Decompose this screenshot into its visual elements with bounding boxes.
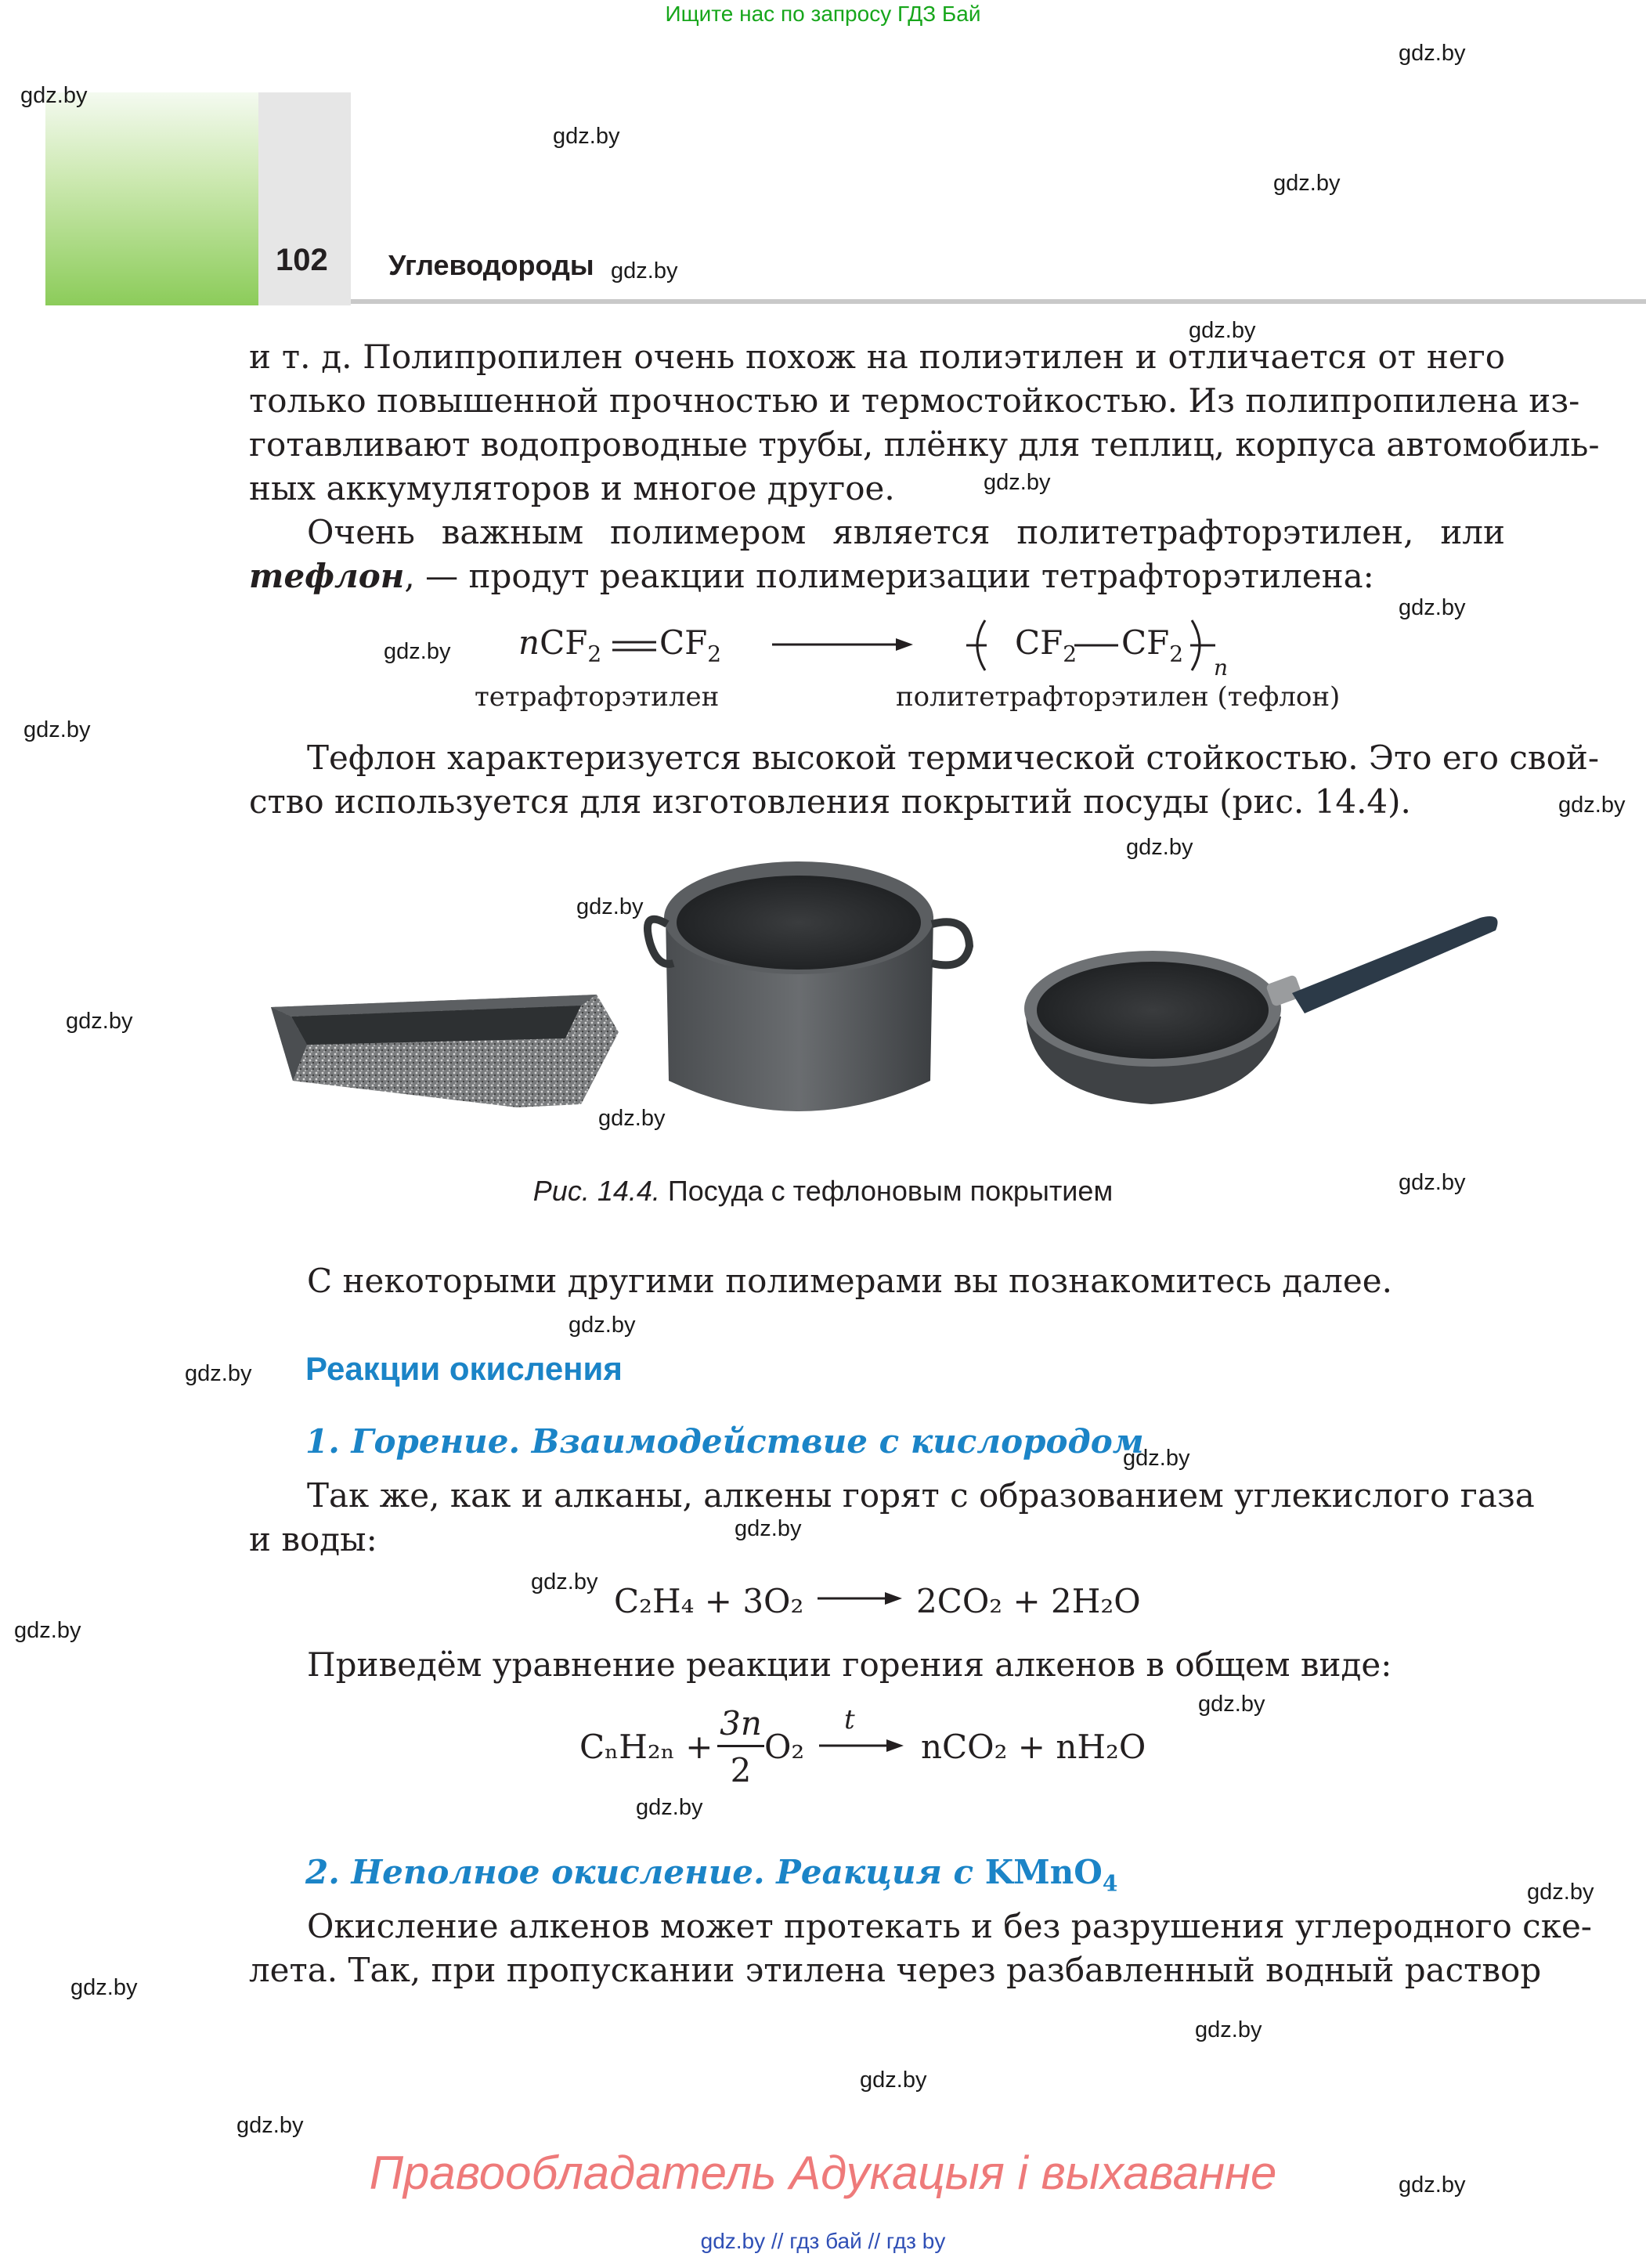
body-text-line: и т. д. Полипропилен очень похож на полиэтилен и отличается от него [249,338,1505,376]
equation-teflon-reactant-2: $CF_2$ [659,623,722,667]
polymer-bracket [963,616,1245,684]
body-text-line: лета. Так, при пропускании этилена через разбавленный водный раствор [249,1951,1542,1989]
watermark: gdz.by [1527,1880,1594,1905]
equation-fraction-denominator: 2 [730,1751,752,1789]
watermark: gdz.by [1273,171,1341,196]
header-green-tab [45,92,258,305]
polymer-unit-cf2-b: $CF_2$ [1121,623,1184,667]
watermark: gdz.by [611,258,678,284]
fraction-bar [717,1745,764,1747]
watermark: gdz.by [598,1106,666,1131]
body-text-line: Тефлон характеризуется высокой термической стойкостью. Это его свой- [307,739,1600,777]
equation-label-product: политетрафторэтилен (тефлон) [896,681,1341,713]
top-notice: Ищите нас по запросу ГДЗ Бай [665,2,981,26]
equation-label-reactant: тетрафторэтилен [475,681,720,713]
watermark: gdz.by [1198,1692,1265,1717]
watermark: gdz.by [1399,1170,1466,1195]
double-bond [611,636,658,656]
header-rule [351,299,1646,304]
watermark: gdz.by [1126,835,1193,860]
running-head: Углеводороды [388,249,594,281]
watermark: gdz.by [860,2068,927,2093]
watermark: gdz.by [569,1313,636,1338]
watermark: gdz.by [553,124,620,149]
watermark: gdz.by [384,639,451,664]
body-text-line: Так же, как и алканы, алкены горят с образованием углекислого газа [307,1476,1535,1515]
watermark: gdz.by [70,1975,138,2000]
watermark: gdz.by [23,717,91,742]
figure-caption [0,1175,1646,1208]
watermark: gdz.by [1195,2017,1262,2042]
watermark: gdz.by [20,83,88,108]
page-number: 102 [276,243,328,277]
body-text-line: и воды: [249,1520,377,1558]
watermark: gdz.by [1558,793,1626,818]
reaction-arrow-icon [818,1737,905,1754]
copyright-notice: Правообладатель Адукацыя і выхаванне [369,2147,1277,2199]
watermark: gdz.by [185,1361,252,1386]
pot [648,861,969,1111]
body-text-fragment: , — продут реакции полимеризации тетрафторэтилена: [404,557,1374,595]
body-text-line: Приведём уравнение реакции горения алкенов в общем виде: [307,1645,1392,1684]
body-text-line: Окисление алкенов может протекать и без разрушения углеродного ске- [307,1907,1592,1945]
watermark: gdz.by [1399,595,1466,620]
reaction-condition: t [844,1704,855,1735]
polymer-index-n: n [1214,655,1229,681]
polymer-unit-cf2-a: $CF_2$ [1015,623,1077,667]
watermark: gdz.by [236,2113,304,2138]
figure-cookware [258,846,1511,1143]
equation-teflon-reactant: nCF$_2$ [518,623,602,667]
watermark: gdz.by [1399,41,1466,66]
watermark: gdz.by [735,1516,802,1541]
watermark: gdz.by [576,894,644,919]
body-text-line: готавливают водопроводные трубы, плёнку для теплиц, корпуса автомобиль- [249,425,1600,464]
watermark: gdz.by [984,470,1051,495]
reaction-arrow-icon [771,636,915,653]
watermark: gdz.by [1123,1446,1190,1471]
watermark: gdz.by [1399,2172,1466,2198]
equation-combustion-reactants: C₂H₄ + 3O₂ [614,1582,804,1620]
equation-general-products: nCO₂ + nH₂O [921,1728,1146,1766]
equation-general-oxidant: O₂ [764,1728,805,1766]
body-text-line: Очень важным полимером является политетрафторэтилен, или [307,513,1505,551]
watermark: gdz.by [636,1795,703,1820]
body-text-line: только повышенной прочностью и термостойкостью. Из полипропилена из- [249,381,1580,420]
body-text-line: С некоторыми другими полимерами вы познакомитесь далее. [307,1262,1392,1300]
body-text-line: ных аккумуляторов и многое другое. [249,469,895,507]
equation-general-reactant: CₙH₂ₙ + [579,1728,713,1766]
figure-caption-text: Посуда с тефлоновым покрытием [667,1175,1114,1207]
figure-caption-label: Рис. 14.4. [532,1175,660,1207]
subsection-heading: 2. Неполное окисление. Реакция с KMnO$_4$ [305,1853,1118,1897]
watermark: gdz.by [66,1009,133,1034]
section-heading: Реакции окисления [305,1350,623,1387]
equation-combustion-products: 2CO₂ + 2H₂O [916,1582,1141,1620]
watermark: gdz.by [1189,318,1256,343]
body-text-line: ство используется для изготовления покрытий посуды (рис. 14.4). [249,782,1411,821]
term-teflon: тефлон [249,557,405,595]
frying-pan [1024,916,1498,1104]
watermark: gdz.by [14,1618,81,1643]
subsection-heading: 1. Горение. Взаимодействие с кислородом [305,1422,1144,1461]
equation-fraction-numerator: 3n [720,1704,762,1743]
baking-tray [271,995,619,1107]
body-text-line [249,554,1505,598]
watermark: gdz.by [531,1569,598,1594]
reaction-arrow-icon [816,1590,904,1607]
footer-links[interactable]: gdz.by // гдз бай // гдз by [700,2229,946,2253]
